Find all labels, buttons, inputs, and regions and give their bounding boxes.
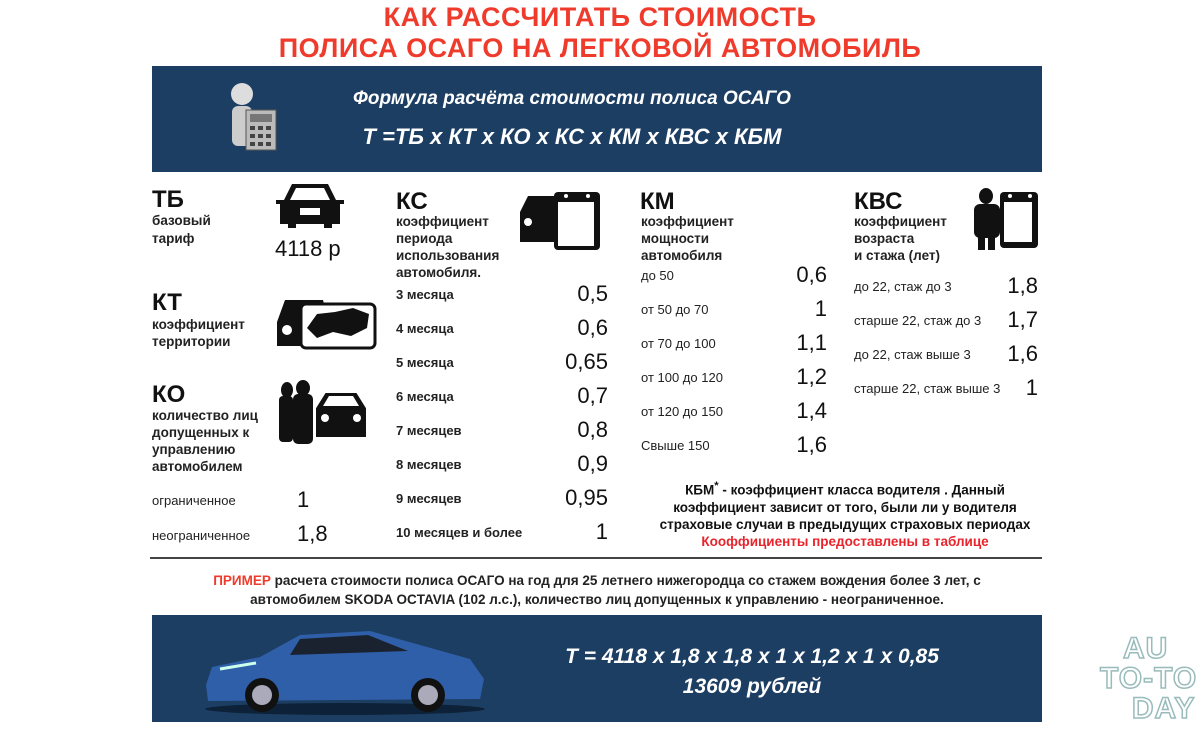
km-label-1: от 50 до 70 (641, 302, 709, 317)
ks-label-3: 6 месяца (396, 389, 454, 404)
kvs-value-1: 1,7 (1007, 307, 1038, 332)
km-value-0: 0,6 (796, 262, 827, 287)
ks-label-0: 3 месяца (396, 287, 454, 302)
km-desc-2: мощности (641, 231, 710, 246)
km-code: КМ (640, 188, 675, 215)
kvs-label-3: старше 22, стаж выше 3 (854, 381, 1001, 396)
km-desc-3: автомобиля (641, 248, 723, 263)
ks-desc-3: использования (396, 248, 500, 263)
result-formula: Т = 4118 х 1,8 х 1,8 х 1 х 1,2 х 1 х 0,85 (565, 645, 939, 668)
tb-value: 4118 р (275, 236, 341, 261)
km-value-5: 1,6 (796, 432, 827, 457)
watermark-line-1: AU (1122, 632, 1169, 665)
title-line-2: ПОЛИСА ОСАГО НА ЛЕГКОВОЙ АВТОМОБИЛЬ (278, 33, 922, 63)
km-value-1: 1 (814, 296, 827, 321)
kvs-label-2: до 22, стаж выше 3 (854, 347, 971, 362)
car-front-icon (274, 180, 346, 230)
ks-value-7: 1 (595, 519, 608, 544)
km-value-3: 1,2 (796, 364, 827, 389)
kvs-code: КВС (854, 188, 903, 215)
car-skoda-image (200, 623, 490, 717)
kvs-desc-2: возраста (854, 231, 915, 246)
km-label-0: до 50 (641, 268, 674, 283)
ks-label-1: 4 месяца (396, 321, 454, 336)
autotoday-watermark (1100, 634, 1197, 724)
divider (150, 557, 1042, 559)
ks-desc-2: периода (396, 231, 453, 246)
car-russia-map-icon (273, 292, 379, 352)
person-calendar-icon (972, 186, 1040, 252)
formula-caption: Формула расчёта стоимости полиса ОСАГО (353, 88, 791, 109)
ks-value-0: 0,5 (577, 281, 608, 306)
km-label-5: Свыше 150 (641, 438, 710, 453)
ko-desc-3: управлению (152, 442, 236, 457)
ks-label-2: 5 месяца (396, 355, 454, 370)
formula-text: Т =ТБ х КТ х КО х КС х КМ х КВС х КБМ (362, 124, 782, 149)
title-line-1: КАК РАССЧИТАТЬ СТОИМОСТЬ (383, 2, 817, 32)
example-text (152, 571, 1042, 609)
ks-label-4: 7 месяцев (396, 423, 462, 438)
ks-desc-4: автомобиля. (396, 265, 482, 280)
ko-desc-1: количество лиц (152, 408, 258, 423)
example-line-2: автомобилем SKODA OCTAVIA (102 л.с.), количество лиц допущенных к управлению - неограниченное. (250, 592, 944, 607)
ks-value-6: 0,95 (565, 485, 608, 510)
kbm-note (640, 478, 1050, 550)
result-banner (152, 615, 1042, 722)
ks-value-3: 0,7 (577, 383, 608, 408)
km-label-2: от 70 до 100 (641, 336, 716, 351)
ks-label-7: 10 месяцев и более (396, 525, 523, 540)
ko-value-0: 1 (297, 487, 310, 512)
kt-code: КТ (152, 289, 182, 316)
watermark-line-3: DAY (1131, 692, 1196, 725)
example-line-1: расчета стоимости полиса ОСАГО на год для 25 летнего нижегородца со стажем вождения более 3 лет, с (270, 573, 981, 588)
formula-banner (152, 66, 1042, 172)
result-total: 13609 рублей (682, 675, 822, 698)
kvs-value-3: 1 (1025, 375, 1038, 400)
ks-desc-1: коэффициент (396, 214, 489, 229)
kbm-code: КБМ (685, 482, 715, 498)
kvs-value-2: 1,6 (1007, 341, 1038, 366)
kvs-label-1: старше 22, стаж до 3 (854, 313, 982, 328)
kbm-red-note: Кооффициенты предоставлены в таблице (701, 533, 989, 549)
watermark-line-2: TO-TO (1100, 662, 1198, 695)
kvs-label-0: до 22, стаж до 3 (854, 279, 952, 294)
man-calculator-icon (220, 80, 282, 156)
kt-desc-1: коэффициент (152, 317, 245, 332)
ks-value-5: 0,9 (577, 451, 608, 476)
km-label-4: от 120 до 150 (641, 404, 723, 419)
kbm-line-1: - коэффициент класса водителя . Данный (722, 482, 1005, 498)
kvs-value-0: 1,8 (1007, 273, 1038, 298)
ko-desc-4: автомобилем (152, 459, 243, 474)
ks-value-4: 0,8 (577, 417, 608, 442)
kbm-star: * (714, 480, 719, 492)
ks-value-2: 0,65 (565, 349, 608, 374)
ks-value-1: 0,6 (577, 315, 608, 340)
example-prefix: ПРИМЕР (213, 573, 271, 588)
km-value-4: 1,4 (796, 398, 827, 423)
km-value-2: 1,1 (796, 330, 827, 355)
ks-label-5: 8 месяцев (396, 457, 462, 472)
ko-label-0: ограниченное (152, 493, 236, 508)
ks-label-6: 9 месяцев (396, 491, 462, 506)
km-label-3: от 100 до 120 (641, 370, 723, 385)
kt-desc-2: территории (152, 334, 231, 349)
tb-desc-1: базовый (152, 213, 211, 228)
ko-desc-2: допущенных к (152, 425, 250, 440)
kbm-line-3: страховые случаи в предыдущих страховых периодах (659, 516, 1031, 532)
ko-code: КО (152, 381, 186, 408)
ko-value-1: 1,8 (297, 521, 328, 546)
km-desc-1: коэффициент (641, 214, 734, 229)
tb-desc-2: тариф (152, 231, 195, 246)
car-calendar-icon (518, 186, 604, 252)
ks-code: КС (396, 188, 428, 215)
people-car-icon (275, 380, 371, 446)
kvs-desc-1: коэффициент (854, 214, 947, 229)
tb-code: ТБ (152, 186, 184, 213)
ko-label-1: неограниченное (152, 528, 251, 543)
kvs-desc-3: и стажа (лет) (854, 248, 941, 263)
kbm-line-2: коэффициент зависит от того, были ли у водителя (673, 499, 1017, 515)
